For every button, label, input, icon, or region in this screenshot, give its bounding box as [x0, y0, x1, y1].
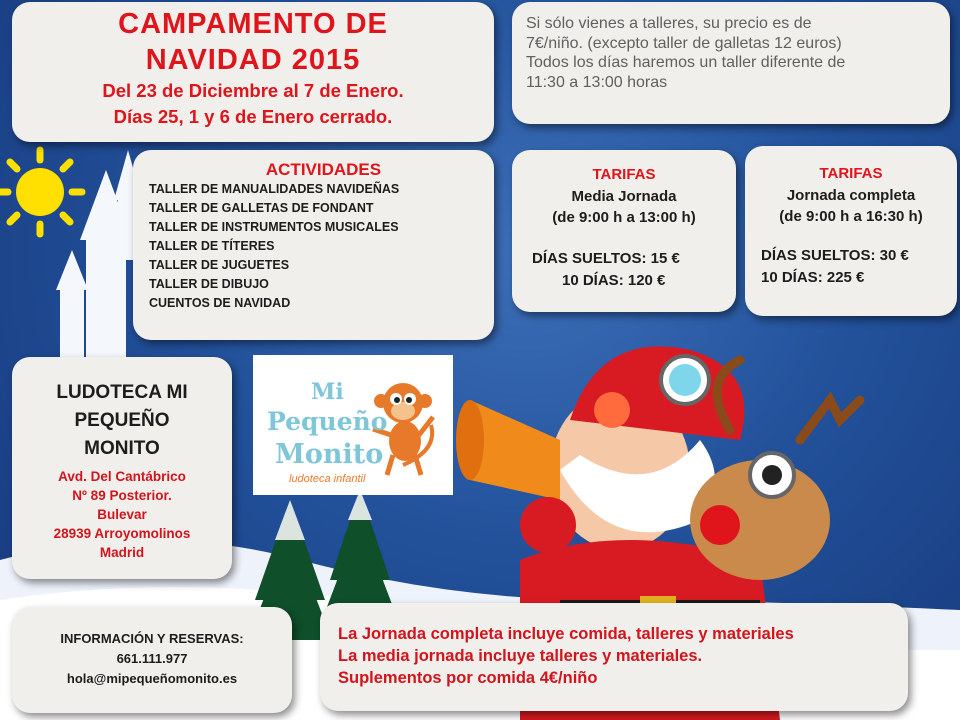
ludoteca-name-line: PEQUEÑO: [74, 410, 170, 431]
info-line: 7€/niño. (excepto taller de galletas 12 euros): [526, 34, 842, 52]
logo-word-pequeno: Pequeño: [267, 407, 388, 436]
ludoteca-name-line: LUDOTECA MI: [56, 382, 188, 403]
contact-panel: [12, 607, 292, 713]
tarifa-name: Jornada completa: [786, 187, 916, 204]
castle-silhouette: [56, 150, 142, 360]
activities-list: [149, 180, 478, 313]
workshop-info-panel: [512, 2, 950, 124]
note-line: Suplementos por comida 4€/niño: [338, 669, 598, 687]
camp-title-line2: NAVIDAD 2015: [145, 44, 361, 76]
included-notes-panel: [320, 603, 908, 711]
info-line: Si sólo vienes a talleres, su precio es de: [526, 15, 812, 32]
sun-icon: [0, 150, 82, 234]
note-line: La Jornada completa incluye comida, talleres y materiales: [338, 625, 794, 643]
address-line: Nº 89 Posterior.: [72, 488, 172, 503]
info-line: Todos los días haremos un taller diferente de: [526, 54, 846, 71]
contact-email: hola@mipequeñomonito.es: [66, 671, 238, 686]
ludoteca-name-line: MONITO: [84, 438, 160, 459]
contact-label: INFORMACIÓN Y RESERVAS:: [60, 631, 244, 646]
activity-item: TALLER DE GALLETAS DE FONDANT: [149, 201, 374, 215]
activities-heading: ACTIVIDADES: [265, 160, 382, 179]
tarifa-hours: (de 9:00 h a 13:00 h): [552, 209, 696, 226]
address-line: 28939 Arroyomolinos: [53, 526, 191, 541]
tarifa-heading: TARIFAS: [592, 166, 656, 183]
contact-phone: 661.111.977: [116, 651, 188, 666]
address-block: [12, 467, 232, 562]
activity-item: TALLER DE JUGUETES: [149, 258, 290, 272]
address-line: Bulevar: [97, 507, 147, 522]
activity-item: TALLER DE MANUALIDADES NAVIDEÑAS: [149, 182, 400, 196]
address-line: Avd. Del Cantábrico: [58, 469, 186, 484]
camp-title-line1: CAMPAMENTO DE: [118, 8, 388, 40]
address-line: Madrid: [99, 545, 145, 560]
tarifa-single-days: DÍAS SUELTOS: 30 €: [761, 247, 909, 264]
logo-word-monito: Monito: [275, 439, 384, 470]
camp-dates: Del 23 de Diciembre al 7 de Enero.: [102, 80, 404, 101]
note-line: La media jornada incluye talleres y materiales.: [338, 647, 703, 665]
activity-item: CUENTOS DE NAVIDAD: [149, 296, 291, 310]
tarifa-ten-days: 10 DÍAS: 225 €: [761, 269, 865, 286]
tarifa-heading: TARIFAS: [819, 165, 883, 182]
logo-word-mi: Mi: [311, 379, 344, 405]
tarifa-half-day-panel: [512, 150, 736, 312]
tarifa-ten-days: 10 DÍAS: 120 €: [562, 272, 666, 289]
tarifa-full-day-panel: [745, 146, 957, 316]
reindeer-illustration: [690, 360, 860, 580]
mi-pequeno-monito-logo: [253, 355, 453, 495]
ludoteca-address-panel: [12, 357, 232, 579]
tarifa-single-days: DÍAS SUELTOS: 15 €: [532, 250, 680, 267]
title-panel: [12, 2, 494, 142]
logo-tagline: ludoteca infantil: [289, 473, 366, 485]
tarifa-hours: (de 9:00 h a 16:30 h): [779, 208, 923, 225]
activity-item: TALLER DE INSTRUMENTOS MUSICALES: [149, 220, 399, 234]
activity-item: TALLER DE TÍTERES: [149, 239, 275, 253]
activities-panel: [133, 150, 494, 340]
activity-item: TALLER DE DIBUJO: [149, 277, 269, 291]
camp-closed-days: Días 25, 1 y 6 de Enero cerrado.: [113, 106, 393, 127]
info-line: 11:30 a 13:00 horas: [526, 73, 668, 91]
tarifa-name: Media Jornada: [571, 188, 677, 205]
